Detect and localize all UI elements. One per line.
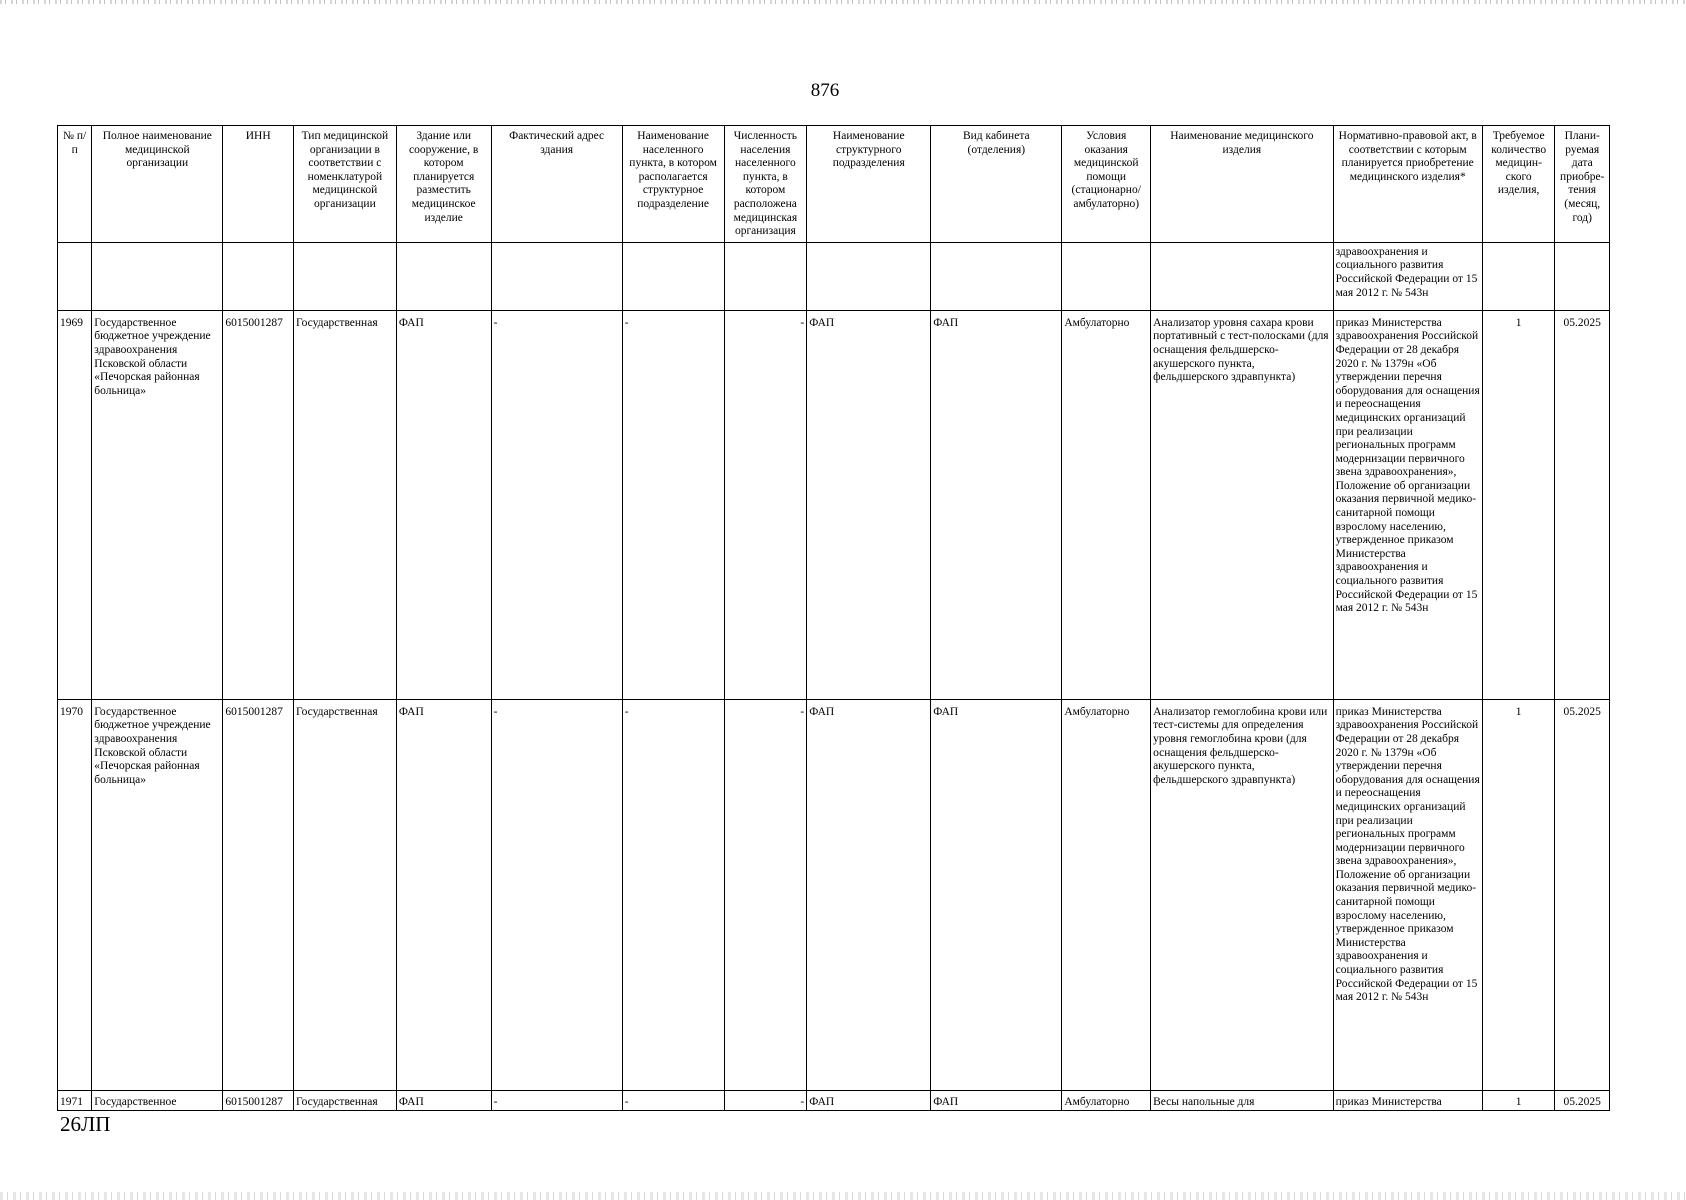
header-cabinet: Вид кабинета (отделения) (931, 126, 1062, 243)
row-settlement: - (622, 699, 724, 1090)
row-subdivision: ФАП (807, 1090, 931, 1110)
row-building: ФАП (396, 310, 491, 699)
row-cabinet: ФАП (931, 1090, 1062, 1110)
header-type: Тип медицинской организации в соответствии с номенклатурой медицинской организации (293, 126, 396, 243)
row-building: ФАП (396, 699, 491, 1090)
row-population: - (724, 1090, 807, 1110)
row-date: 05.2025 (1555, 310, 1610, 699)
row-device: Весы напольные для (1151, 1090, 1334, 1110)
row-device: Анализатор уровня сахара крови портативный с тест-полосками (для оснащения фельдшерско-акушерского пункта, фельдшерского здравпункта) (1151, 310, 1334, 699)
row-type: Государственная (293, 1090, 396, 1110)
row-qty: 1 (1482, 1090, 1555, 1110)
header-qty: Требуемое количество медицин-ского изделия, (1482, 126, 1555, 243)
row-inn: 6015001287 (223, 699, 294, 1090)
table-row (58, 699, 1610, 1090)
row-cabinet: ФАП (931, 310, 1062, 699)
scan-edge-top (0, 0, 1686, 4)
scan-edge-bottom (0, 1192, 1686, 1200)
header-settlement: Наименование населенного пункта, в котором располагается структурное подразделение (622, 126, 724, 243)
header-address: Фактический адрес здания (491, 126, 622, 243)
row-address: - (491, 1090, 622, 1110)
row-conditions: Амбулаторно (1062, 1090, 1151, 1110)
row-address: - (491, 699, 622, 1090)
table-row (58, 1090, 1610, 1110)
header-inn: ИНН (223, 126, 294, 243)
row-inn: 6015001287 (223, 1090, 294, 1110)
row-org: Государственное бюджетное учреждение здравоохранения Псковской области «Печорская районная больница» (92, 699, 223, 1090)
header-num: № п/п (58, 126, 92, 243)
continuation-row (58, 242, 1610, 310)
row-num: 1971 (58, 1090, 92, 1110)
page-number: 876 (810, 80, 840, 101)
row-building: ФАП (396, 1090, 491, 1110)
row-cabinet: ФАП (931, 699, 1062, 1090)
row-qty: 1 (1482, 699, 1555, 1090)
header-device: Наименование медицинского изделия (1151, 126, 1334, 243)
footer-code: 26ЛП (60, 1112, 111, 1136)
row-inn: 6015001287 (223, 310, 294, 699)
row-population: - (724, 310, 807, 699)
row-settlement: - (622, 1090, 724, 1110)
table-row (58, 310, 1610, 699)
header-building: Здание или сооружение, в котором планируется разместить медицинское изделие (396, 126, 491, 243)
header-subdivision: Наименование структурного подразделения (807, 126, 931, 243)
header-date: Плани-руемая дата приобре-тения (месяц, год) (1555, 126, 1610, 243)
row-org: Государственное (92, 1090, 223, 1110)
header-act: Нормативно-правовой акт, в соответствии с которым планируется приобретение медицинского изделия* (1333, 126, 1482, 243)
row-address: - (491, 310, 622, 699)
row-conditions: Амбулаторно (1062, 310, 1151, 699)
header-population: Численность населения населенного пункта, в котором расположена медицинская организация (724, 126, 807, 243)
row-settlement: - (622, 310, 724, 699)
header-org: Полное наименование медицинской организации (92, 126, 223, 243)
row-num: 1970 (58, 699, 92, 1090)
row-num: 1969 (58, 310, 92, 699)
medical-equipment-table (57, 125, 1610, 1111)
row-date: 05.2025 (1555, 699, 1610, 1090)
row-population: - (724, 699, 807, 1090)
continuation-act: здравоохранения и социального развития Российской Федерации от 15 мая 2012 г. № 543н (1333, 242, 1482, 310)
header-conditions: Условия оказания медицинской помощи (стационарно/ амбулаторно) (1062, 126, 1151, 243)
row-qty: 1 (1482, 310, 1555, 699)
row-device: Анализатор гемоглобина крови или тест-системы для определения уровня гемоглобина крови (для оснащения фельдшерско-акушерского пункта, фельдшерского здравпункта) (1151, 699, 1334, 1090)
row-act: приказ Министерства (1333, 1090, 1482, 1110)
row-type: Государственная (293, 699, 396, 1090)
row-subdivision: ФАП (807, 310, 931, 699)
row-date: 05.2025 (1555, 1090, 1610, 1110)
header-row (58, 126, 1610, 243)
row-type: Государственная (293, 310, 396, 699)
row-act: приказ Министерства здравоохранения Российской Федерации от 28 декабря 2020 г. № 1379н «Об утверждении перечня оборудования для оснащения и переоснащения медицинских организаций при реализации региональных программ модернизации первичного звена здравоохранения», Положение об организации оказания первичной медико-санитарной помощи взрослому населению, утвержденное приказом Министерства здравоохранения и социального развития Российской Федерации от 15 мая 2012 г. № 543н (1333, 310, 1482, 699)
row-act: приказ Министерства здравоохранения Российской Федерации от 28 декабря 2020 г. № 1379н «Об утверждении перечня оборудования для оснащения и переоснащения медицинских организаций при реализации региональных программ модернизации первичного звена здравоохранения», Положение об организации оказания первичной медико-санитарной помощи взрослому населению, утвержденное приказом Министерства здравоохранения и социального развития Российской Федерации от 15 мая 2012 г. № 543н (1333, 699, 1482, 1090)
row-subdivision: ФАП (807, 699, 931, 1090)
row-org: Государственное бюджетное учреждение здравоохранения Псковской области «Печорская районная больница» (92, 310, 223, 699)
row-conditions: Амбулаторно (1062, 699, 1151, 1090)
